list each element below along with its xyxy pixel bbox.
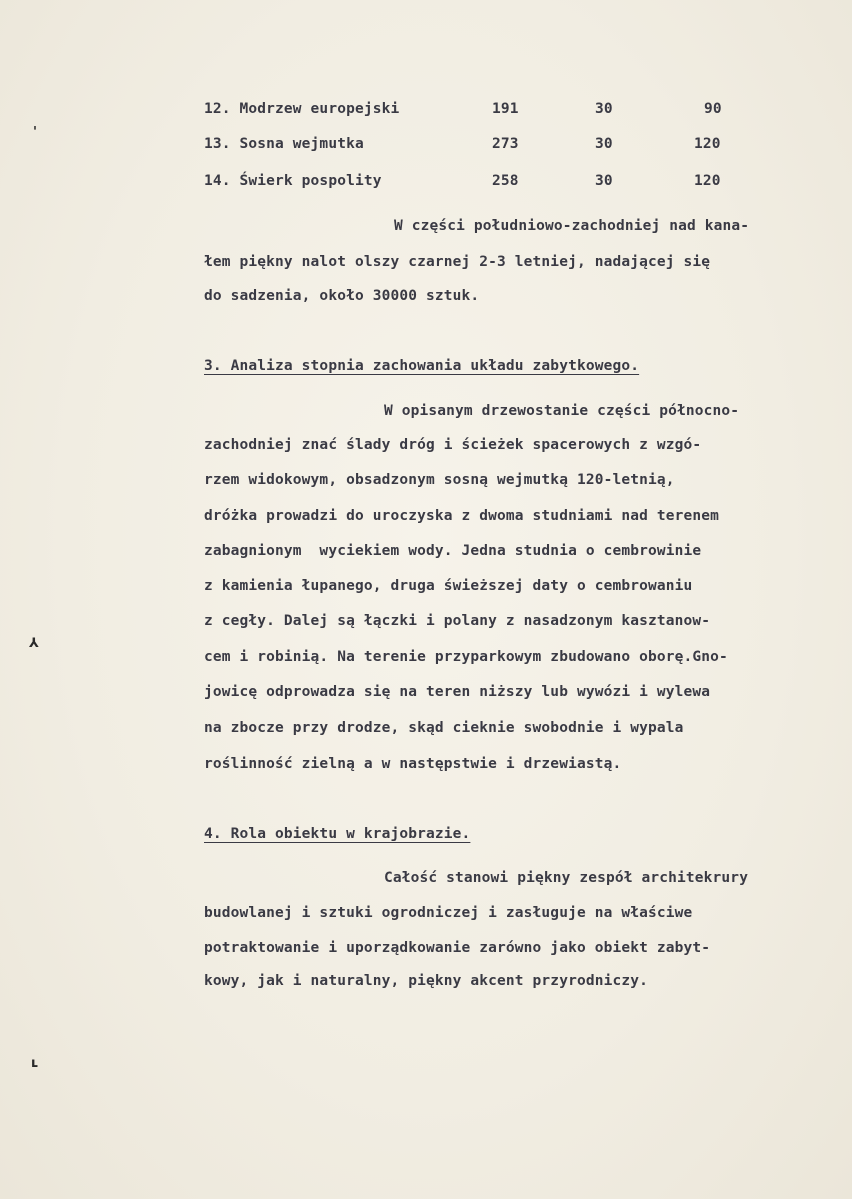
row-col3: 90: [704, 101, 722, 117]
table-row: [0, 101, 722, 121]
paragraph-line: łem piękny nalot olszy czarnej 2-3 letniej, nadającej się: [204, 254, 711, 270]
paragraph-line: zabagnionym wyciekiem wody. Jedna studnia o cembrowinie: [204, 543, 702, 559]
row-count: 258: [492, 173, 519, 189]
paragraph-line: rzem widokowym, obsadzonym sosną wejmutką 120-letnią,: [204, 472, 675, 488]
section-3-heading: 3. Analiza stopnia zachowania układu zabytkowego.: [204, 358, 640, 374]
row-label: 13. Sosna wejmutka: [204, 136, 364, 152]
row-col2: 30: [595, 101, 613, 117]
row-count: 273: [492, 136, 519, 152]
row-label: 12. Modrzew europejski: [204, 101, 400, 117]
paragraph-line: do sadzenia, około 30000 sztuk.: [204, 288, 480, 304]
table-row: [0, 173, 721, 193]
row-col2: 30: [595, 173, 613, 189]
row-col3: 120: [694, 173, 721, 189]
paragraph-line: na zbocze przy drodze, skąd cieknie swobodnie i wypala: [204, 720, 684, 736]
paragraph-line: zachodniej znać ślady dróg i ścieżek spacerowych z wzgó-: [204, 437, 702, 453]
paragraph-line: budowlanej i sztuki ogrodniczej i zasługuje na właściwe: [204, 905, 693, 921]
margin-mark: ʟ: [31, 1056, 39, 1071]
row-col3: 120: [694, 136, 721, 152]
paragraph-line: Całość stanowi piękny zespół architekrury: [384, 870, 749, 886]
paragraph-line: potraktowanie i uporządkowanie zarówno jako obiekt zabyt-: [204, 940, 711, 956]
paragraph-line: kowy, jak i naturalny, piękny akcent przyrodniczy.: [204, 973, 648, 989]
margin-mark: ⅄: [29, 636, 40, 651]
row-label: 14. Świerk pospolity: [204, 173, 382, 189]
paragraph-line: cem i robinią. Na terenie przyparkowym zbudowano oborę.Gno-: [204, 649, 728, 665]
paragraph-line: z kamienia łupanego, druga świeższej daty o cembrowaniu: [204, 578, 693, 594]
margin-mark: ': [33, 125, 38, 140]
paragraph-line: jowicę odprowadza się na teren niższy lub wywózi i wylewa: [204, 684, 711, 700]
paragraph-line: dróżka prowadzi do uroczyska z dwoma studniami nad terenem: [204, 508, 720, 524]
paragraph-line: W części południowo-zachodniej nad kana-: [394, 218, 750, 234]
paragraph-line: z cegły. Dalej są łączki i polany z nasadzonym kasztanow-: [204, 613, 711, 629]
paragraph-line: W opisanym drzewostanie części północno-: [384, 403, 740, 419]
table-row: [0, 136, 721, 156]
row-col2: 30: [595, 136, 613, 152]
section-4-heading: 4. Rola obiektu w krajobrazie.: [204, 826, 471, 842]
paragraph-line: roślinność zielną a w następstwie i drzewiastą.: [204, 756, 622, 772]
row-count: 191: [492, 101, 519, 117]
